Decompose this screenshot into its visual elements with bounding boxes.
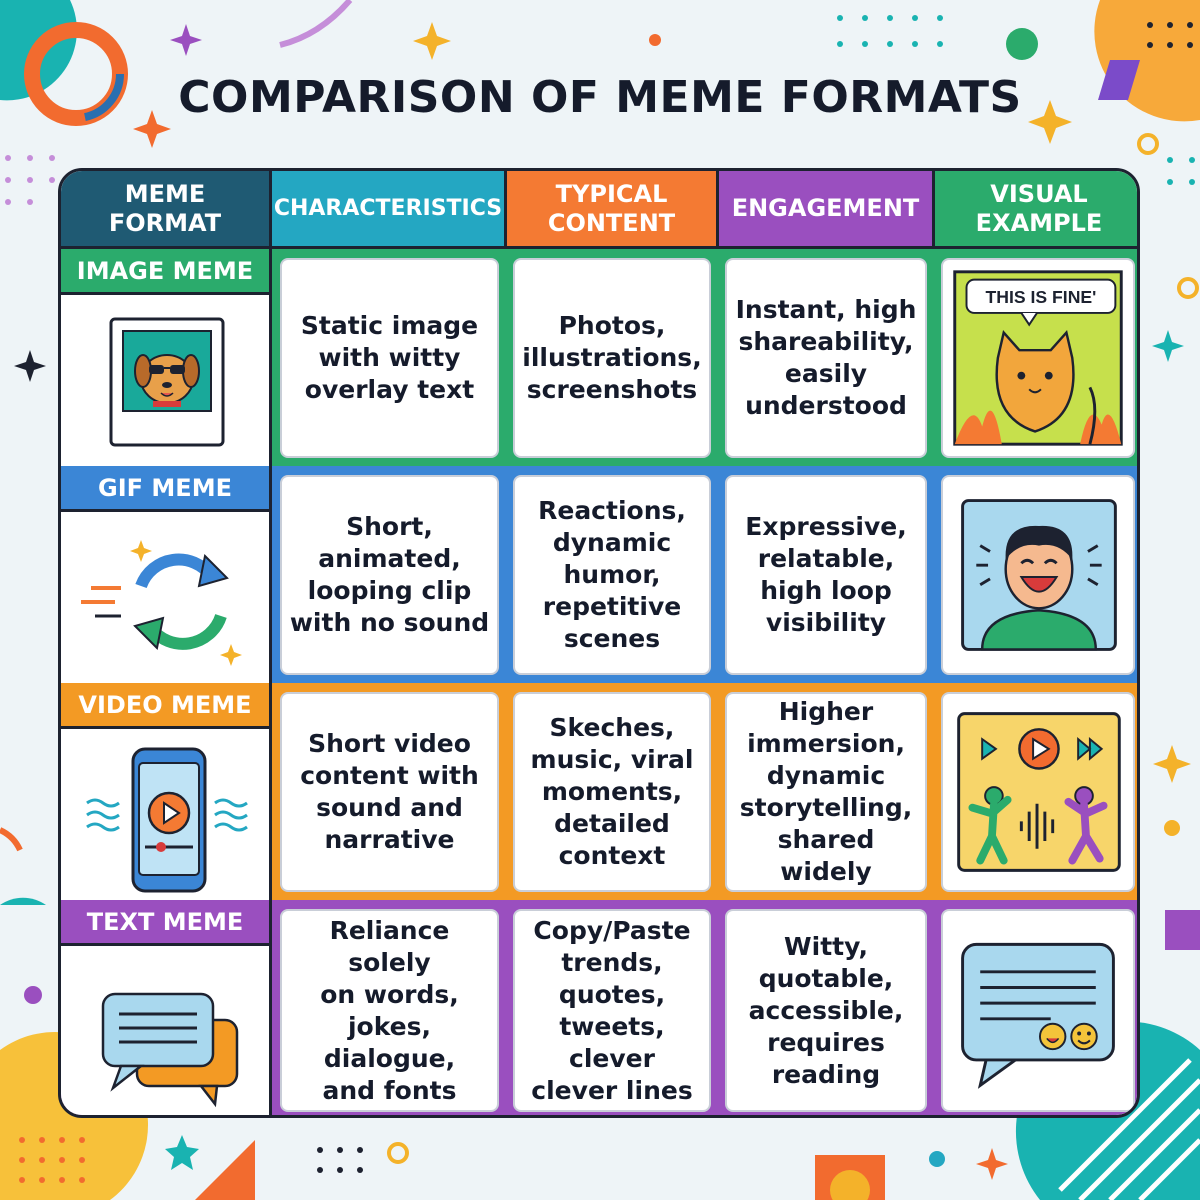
row-video-meme [61, 683, 1140, 900]
label-cell [61, 249, 272, 466]
typical-content-cell: Copy/Paste trends, quotes, tweets, clever clever lines [513, 909, 711, 1112]
engagement-cell: Witty, quotable, accessible, requires reading [725, 909, 927, 1112]
row-text-meme [61, 900, 1140, 1118]
characteristics-cell: Static image with witty overlay text [280, 258, 499, 458]
characteristics-cell: Reliance solely on words, jokes, dialogue, and fonts [280, 909, 499, 1112]
phone-play-icon [81, 743, 251, 893]
row-label: GIF MEME [61, 466, 269, 512]
dancing-video-icon [943, 694, 1133, 890]
header-characteristics: CHARACTERISTICS [272, 171, 507, 249]
emoji-message-icon [943, 911, 1133, 1110]
characteristics-cell: Short video content with sound and narrative [280, 692, 499, 892]
laughing-person-icon [943, 477, 1133, 673]
row-gif-meme [61, 466, 1140, 683]
label-cell [61, 900, 272, 1118]
engagement-cell: Higher immersion, dynamic storytelling, shared widely [725, 692, 927, 892]
framed-dog-icon [81, 309, 251, 459]
example-caption: THIS IS FINE' [985, 287, 1097, 308]
characteristics-cell: Short, animated, looping clip with no sound [280, 475, 499, 675]
visual-example-cell [941, 909, 1135, 1112]
header-engagement: ENGAGEMENT [719, 171, 935, 249]
visual-example-cell [941, 258, 1135, 458]
label-cell [61, 466, 272, 683]
page-title: COMPARISON OF MEME FORMATS [178, 72, 1022, 123]
typical-content-cell: Photos, illustrations, screenshots [513, 258, 711, 458]
header-typical-content: TYPICAL CONTENT [507, 171, 719, 249]
visual-example-cell [941, 692, 1135, 892]
row-image-meme [61, 249, 1140, 466]
header-meme-format: MEME FORMAT [61, 171, 272, 249]
chat-bubbles-icon [81, 960, 251, 1110]
row-label: TEXT MEME [61, 900, 269, 946]
looping-arrows-icon [81, 526, 251, 676]
row-label: IMAGE MEME [61, 249, 269, 295]
comparison-table [58, 168, 1140, 1118]
engagement-cell: Expressive, relatable, high loop visibility [725, 475, 927, 675]
label-cell [61, 683, 272, 900]
engagement-cell: Instant, high shareability, easily understood [725, 258, 927, 458]
typical-content-cell: Reactions, dynamic humor, repetitive scenes [513, 475, 711, 675]
typical-content-cell: Skeches, music, viral moments, detailed context [513, 692, 711, 892]
this-is-fine-cat-icon [943, 260, 1133, 456]
visual-example-cell [941, 475, 1135, 675]
row-label: VIDEO MEME [61, 683, 269, 729]
header-visual-example: VISUAL EXAMPLE [935, 171, 1140, 249]
